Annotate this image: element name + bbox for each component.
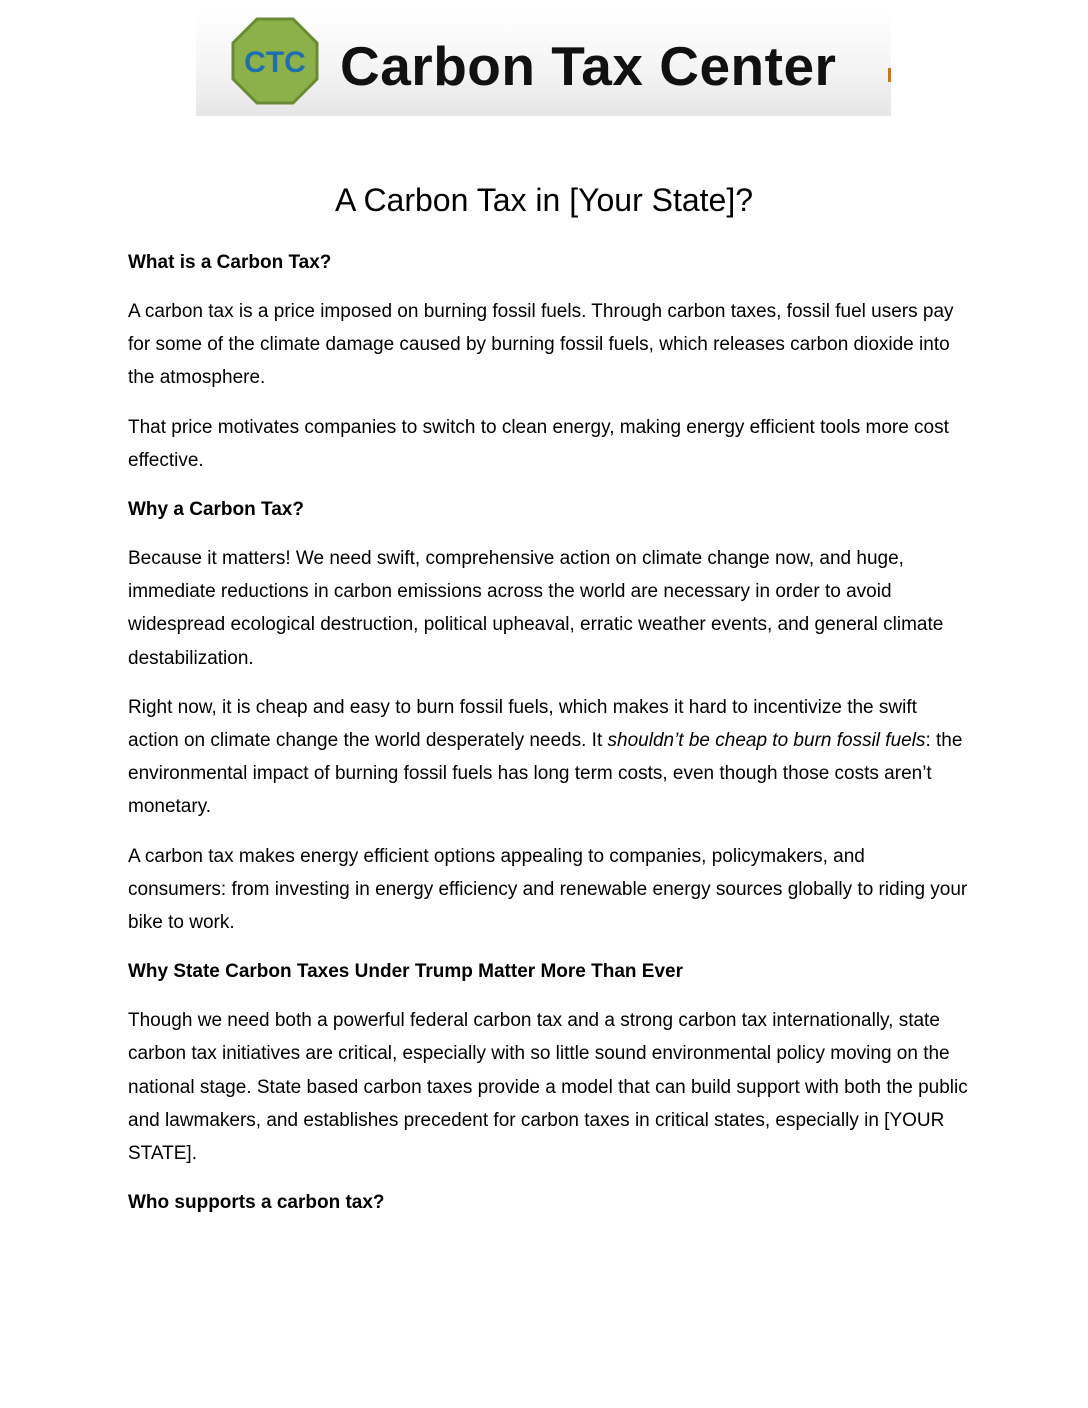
brand-name: Carbon Tax Center xyxy=(340,35,837,97)
logo-text: CTC xyxy=(244,46,306,79)
paragraph-why-cheap xyxy=(128,691,968,824)
document-title: A Carbon Tax in [Your State]? xyxy=(334,182,754,218)
section-heading-why: Why a Carbon Tax? xyxy=(128,499,304,521)
paragraph-why-cheap-start: Right now, it is cheap and easy to burn fossil fuels, which makes it hard to incentivize the swift action on climate change the world desperately needs. It xyxy=(128,696,917,752)
document-body xyxy=(128,246,968,1235)
emphasis-text: shouldn’t be cheap to burn fossil fuels xyxy=(607,730,926,752)
section-heading-what: What is a Carbon Tax? xyxy=(128,252,332,273)
section-heading-supporters: Who supports a carbon tax? xyxy=(128,1192,385,1214)
paragraph-why-cheap-end: : the environmental impact of burning fossil fuels has long term costs, even though those costs aren’t monetary. xyxy=(128,730,963,818)
banner-edge-mark xyxy=(888,68,891,82)
paragraph-what-motivation: That price motivates companies to switch to clean energy, making energy efficient tools more cost effective. xyxy=(128,416,949,471)
paragraph-state-initiatives: Though we need both a powerful federal carbon tax and a strong carbon tax internationally, state carbon tax initiatives are critical, especially with so little sound environmental policy moving on the national stage. State based carbon taxes provide a model that can build support with both the public and lawmakers, and establishes precedent for carbon taxes in critical states, especially in [YOUR STATE]. xyxy=(128,1010,968,1165)
ctc-octagon-logo-icon xyxy=(231,17,319,105)
paragraph-why-matters: Because it matters! We need swift, comprehensive action on climate change now, and huge, immediate reductions in carbon emissions across the world are necessary in order to avoid widespread ecological destruction, political upheaval, erratic weather events, and general climate destabilization. xyxy=(128,548,944,669)
paragraph-what-definition: A carbon tax is a price imposed on burning fossil fuels. Through carbon taxes, fossil fuel users pay for some of the climate damage caused by burning fossil fuels, which releases carbon dioxide into the atmosphere. xyxy=(128,301,954,389)
section-heading-state: Why State Carbon Taxes Under Trump Matter More Than Ever xyxy=(128,961,683,983)
paragraph-why-options: A carbon tax makes energy efficient options appealing to companies, policymakers, and consumers: from investing in energy efficiency and renewable energy sources globally to riding your bike to work. xyxy=(128,845,968,934)
header-banner xyxy=(196,12,891,116)
